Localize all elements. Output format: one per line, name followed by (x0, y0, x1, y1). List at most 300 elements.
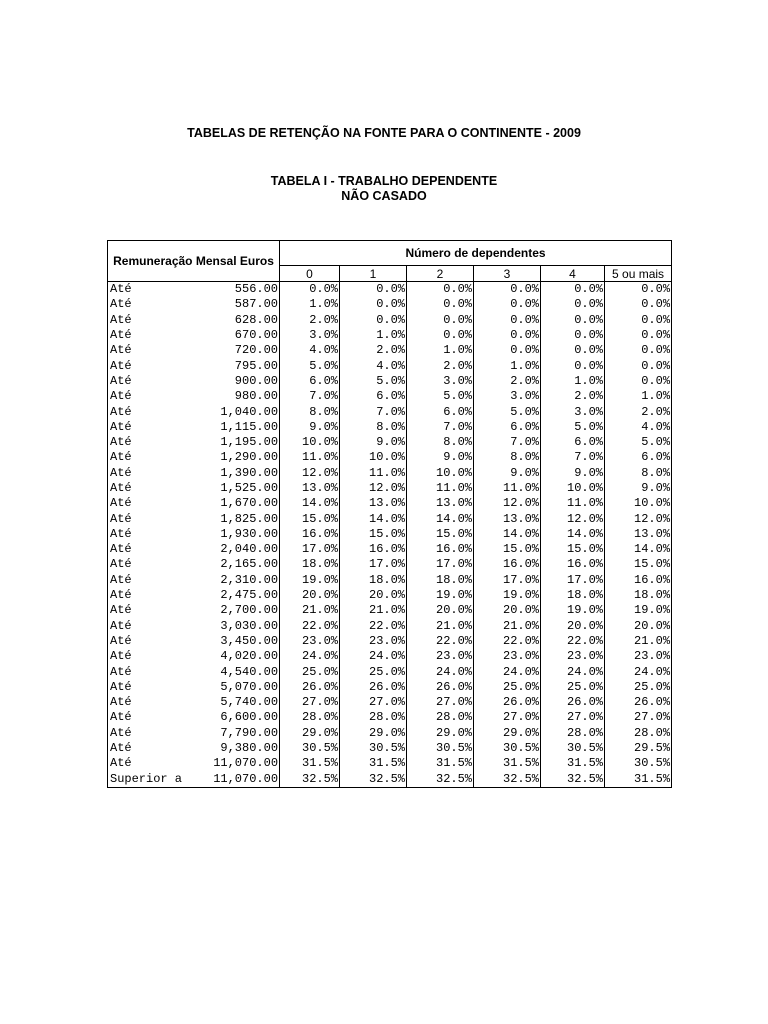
bracket-amount: 11,070.00 (188, 756, 280, 771)
rate-cell: 25.0% (541, 680, 605, 695)
rate-cell: 24.0% (605, 664, 672, 679)
rate-cell: 6.0% (605, 450, 672, 465)
rate-cell: 4.0% (340, 358, 407, 373)
rate-cell: 9.0% (541, 466, 605, 481)
rate-cell: 23.0% (605, 649, 672, 664)
rate-cell: 6.0% (280, 374, 340, 389)
rate-cell: 31.5% (280, 756, 340, 771)
rate-cell: 8.0% (605, 466, 672, 481)
table-row (108, 664, 672, 679)
rate-cell: 19.0% (407, 588, 474, 603)
rate-cell: 0.0% (340, 282, 407, 298)
rate-cell: 0.0% (541, 358, 605, 373)
bracket-label: Até (108, 420, 188, 435)
table-row (108, 389, 672, 404)
rate-cell: 0.0% (605, 343, 672, 358)
bracket-label: Até (108, 450, 188, 465)
rate-cell: 3.0% (407, 374, 474, 389)
bracket-amount: 1,195.00 (188, 435, 280, 450)
bracket-amount: 2,310.00 (188, 573, 280, 588)
bracket-amount: 980.00 (188, 389, 280, 404)
rate-cell: 28.0% (541, 726, 605, 741)
bracket-amount: 9,380.00 (188, 741, 280, 756)
rate-cell: 5.0% (407, 389, 474, 404)
rate-cell: 18.0% (541, 588, 605, 603)
table-row (108, 573, 672, 588)
rate-cell: 30.5% (280, 741, 340, 756)
table-row (108, 756, 672, 771)
rate-cell: 28.0% (280, 710, 340, 725)
dependents-column-header: 1 (340, 266, 407, 282)
bracket-label: Até (108, 466, 188, 481)
rate-cell: 31.5% (407, 756, 474, 771)
table-row (108, 527, 672, 542)
bracket-label: Até (108, 358, 188, 373)
rate-cell: 0.0% (474, 282, 541, 298)
rate-cell: 26.0% (280, 680, 340, 695)
rate-cell: 20.0% (340, 588, 407, 603)
rate-cell: 27.0% (541, 710, 605, 725)
bracket-label: Até (108, 389, 188, 404)
bracket-amount: 670.00 (188, 328, 280, 343)
rate-cell: 32.5% (407, 772, 474, 788)
rate-cell: 5.0% (605, 435, 672, 450)
bracket-label: Até (108, 726, 188, 741)
rate-cell: 26.0% (340, 680, 407, 695)
table-row (108, 542, 672, 557)
bracket-label: Superior a (108, 772, 188, 788)
table-row (108, 511, 672, 526)
bracket-amount: 6,600.00 (188, 710, 280, 725)
bracket-label: Até (108, 496, 188, 511)
bracket-amount: 4,540.00 (188, 664, 280, 679)
rate-cell: 5.0% (340, 374, 407, 389)
table-row (108, 634, 672, 649)
rate-cell: 24.0% (340, 649, 407, 664)
rate-cell: 0.0% (605, 328, 672, 343)
rate-cell: 30.5% (340, 741, 407, 756)
rate-cell: 3.0% (474, 389, 541, 404)
rate-cell: 24.0% (407, 664, 474, 679)
rate-cell: 11.0% (280, 450, 340, 465)
dependents-column-header: 4 (541, 266, 605, 282)
rate-cell: 14.0% (474, 527, 541, 542)
rate-cell: 18.0% (407, 573, 474, 588)
rate-cell: 10.0% (541, 481, 605, 496)
rate-cell: 10.0% (605, 496, 672, 511)
bracket-label: Até (108, 649, 188, 664)
rate-cell: 15.0% (474, 542, 541, 557)
rate-cell: 2.0% (280, 313, 340, 328)
rate-cell: 0.0% (541, 343, 605, 358)
rate-cell: 21.0% (474, 619, 541, 634)
rate-cell: 0.0% (541, 328, 605, 343)
rate-cell: 23.0% (541, 649, 605, 664)
table-row (108, 680, 672, 695)
rate-cell: 8.0% (340, 420, 407, 435)
bracket-amount: 720.00 (188, 343, 280, 358)
bracket-label: Até (108, 741, 188, 756)
rate-cell: 29.0% (407, 726, 474, 741)
rate-cell: 2.0% (541, 389, 605, 404)
rate-cell: 16.0% (541, 557, 605, 572)
bracket-amount: 4,020.00 (188, 649, 280, 664)
bracket-amount: 3,030.00 (188, 619, 280, 634)
rate-cell: 15.0% (407, 527, 474, 542)
rate-cell: 14.0% (340, 511, 407, 526)
table-row (108, 619, 672, 634)
rate-cell: 20.0% (280, 588, 340, 603)
rate-cell: 21.0% (340, 603, 407, 618)
rate-cell: 32.5% (340, 772, 407, 788)
rate-cell: 31.5% (541, 756, 605, 771)
bracket-label: Até (108, 634, 188, 649)
bracket-amount: 900.00 (188, 374, 280, 389)
rate-cell: 1.0% (340, 328, 407, 343)
bracket-label: Até (108, 527, 188, 542)
rate-cell: 6.0% (407, 404, 474, 419)
bracket-label: Até (108, 511, 188, 526)
rate-cell: 0.0% (474, 297, 541, 312)
bracket-label: Até (108, 664, 188, 679)
bracket-amount: 1,670.00 (188, 496, 280, 511)
rate-cell: 26.0% (407, 680, 474, 695)
rate-cell: 0.0% (605, 313, 672, 328)
rate-cell: 9.0% (340, 435, 407, 450)
bracket-amount: 2,475.00 (188, 588, 280, 603)
rate-cell: 20.0% (407, 603, 474, 618)
rate-cell: 19.0% (541, 603, 605, 618)
rate-cell: 5.0% (541, 420, 605, 435)
bracket-label: Até (108, 756, 188, 771)
rate-cell: 4.0% (280, 343, 340, 358)
bracket-amount: 1,115.00 (188, 420, 280, 435)
rate-cell: 13.0% (280, 481, 340, 496)
rate-cell: 4.0% (605, 420, 672, 435)
rate-cell: 30.5% (474, 741, 541, 756)
rate-cell: 8.0% (280, 404, 340, 419)
rate-cell: 11.0% (340, 466, 407, 481)
bracket-amount: 5,740.00 (188, 695, 280, 710)
table-row (108, 726, 672, 741)
rate-cell: 21.0% (407, 619, 474, 634)
rate-cell: 16.0% (474, 557, 541, 572)
rate-cell: 20.0% (605, 619, 672, 634)
rate-cell: 24.0% (541, 664, 605, 679)
rate-cell: 2.0% (474, 374, 541, 389)
rate-cell: 0.0% (340, 297, 407, 312)
bracket-label: Até (108, 297, 188, 312)
rate-cell: 23.0% (340, 634, 407, 649)
rate-cell: 0.0% (407, 328, 474, 343)
rate-cell: 12.0% (280, 466, 340, 481)
bracket-amount: 587.00 (188, 297, 280, 312)
rate-cell: 30.5% (605, 756, 672, 771)
rate-cell: 0.0% (474, 313, 541, 328)
bracket-label: Até (108, 328, 188, 343)
rate-cell: 5.0% (280, 358, 340, 373)
rate-cell: 13.0% (474, 511, 541, 526)
rate-cell: 12.0% (605, 511, 672, 526)
table-row (108, 481, 672, 496)
rate-cell: 26.0% (474, 695, 541, 710)
rate-cell: 10.0% (280, 435, 340, 450)
rate-cell: 27.0% (474, 710, 541, 725)
rate-cell: 1.0% (541, 374, 605, 389)
bracket-amount: 1,390.00 (188, 466, 280, 481)
rate-cell: 3.0% (280, 328, 340, 343)
rate-cell: 17.0% (280, 542, 340, 557)
rate-cell: 12.0% (541, 511, 605, 526)
rate-cell: 1.0% (280, 297, 340, 312)
table-row (108, 358, 672, 373)
rate-cell: 3.0% (541, 404, 605, 419)
rate-cell: 31.5% (474, 756, 541, 771)
bracket-amount: 5,070.00 (188, 680, 280, 695)
bracket-amount: 1,290.00 (188, 450, 280, 465)
table-title: TABELA I - TRABALHO DEPENDENTE (270, 174, 498, 188)
dependents-column-header: 3 (474, 266, 541, 282)
rate-cell: 28.0% (340, 710, 407, 725)
rate-cell: 29.5% (605, 741, 672, 756)
rate-cell: 7.0% (280, 389, 340, 404)
rate-cell: 0.0% (407, 313, 474, 328)
table-row (108, 772, 672, 788)
dependents-column-header: 2 (407, 266, 474, 282)
rate-cell: 13.0% (605, 527, 672, 542)
rate-cell: 6.0% (474, 420, 541, 435)
rate-cell: 14.0% (605, 542, 672, 557)
rate-cell: 0.0% (541, 313, 605, 328)
rate-cell: 0.0% (474, 328, 541, 343)
bracket-label: Até (108, 313, 188, 328)
bracket-amount: 3,450.00 (188, 634, 280, 649)
rate-cell: 15.0% (280, 511, 340, 526)
rate-cell: 11.0% (407, 481, 474, 496)
table-row (108, 297, 672, 312)
bracket-amount: 1,825.00 (188, 511, 280, 526)
table-row (108, 343, 672, 358)
rate-cell: 20.0% (541, 619, 605, 634)
rate-cell: 30.5% (541, 741, 605, 756)
rate-cell: 23.0% (407, 649, 474, 664)
rate-cell: 25.0% (340, 664, 407, 679)
rate-cell: 24.0% (280, 649, 340, 664)
rate-cell: 23.0% (474, 649, 541, 664)
rate-cell: 15.0% (541, 542, 605, 557)
rate-cell: 19.0% (474, 588, 541, 603)
bracket-amount: 1,040.00 (188, 404, 280, 419)
rate-cell: 25.0% (474, 680, 541, 695)
header-dependentes: Número de dependentes (280, 241, 672, 266)
bracket-label: Até (108, 603, 188, 618)
rate-cell: 27.0% (340, 695, 407, 710)
rate-cell: 0.0% (474, 343, 541, 358)
document-title: TABELAS DE RETENÇÃO NA FONTE PARA O CONTINENTE - 2009 (187, 126, 581, 140)
rate-cell: 23.0% (280, 634, 340, 649)
table-row (108, 313, 672, 328)
rate-cell: 14.0% (280, 496, 340, 511)
bracket-label: Até (108, 282, 188, 298)
rate-cell: 6.0% (541, 435, 605, 450)
rate-cell: 26.0% (605, 695, 672, 710)
rate-cell: 0.0% (541, 282, 605, 298)
rate-cell: 0.0% (605, 297, 672, 312)
table-row (108, 603, 672, 618)
rate-cell: 2.0% (340, 343, 407, 358)
rate-cell: 32.5% (541, 772, 605, 788)
rate-cell: 31.5% (340, 756, 407, 771)
rate-cell: 0.0% (407, 282, 474, 298)
table-subtitle: NÃO CASADO (341, 189, 427, 203)
rate-cell: 29.0% (474, 726, 541, 741)
rate-cell: 16.0% (280, 527, 340, 542)
bracket-amount: 7,790.00 (188, 726, 280, 741)
rate-cell: 24.0% (474, 664, 541, 679)
rate-cell: 32.5% (280, 772, 340, 788)
rate-cell: 10.0% (407, 466, 474, 481)
table-row (108, 710, 672, 725)
table-row (108, 450, 672, 465)
rate-cell: 14.0% (407, 511, 474, 526)
rate-cell: 27.0% (605, 710, 672, 725)
rate-cell: 15.0% (605, 557, 672, 572)
table-row (108, 588, 672, 603)
rate-cell: 0.0% (340, 313, 407, 328)
bracket-label: Até (108, 374, 188, 389)
rate-cell: 12.0% (474, 496, 541, 511)
rate-cell: 2.0% (407, 358, 474, 373)
rate-cell: 22.0% (340, 619, 407, 634)
rate-cell: 11.0% (474, 481, 541, 496)
rate-cell: 13.0% (407, 496, 474, 511)
rate-cell: 13.0% (340, 496, 407, 511)
bracket-label: Até (108, 481, 188, 496)
rate-cell: 8.0% (474, 450, 541, 465)
rate-cell: 2.0% (605, 404, 672, 419)
rate-cell: 27.0% (407, 695, 474, 710)
rate-cell: 7.0% (340, 404, 407, 419)
rate-cell: 0.0% (407, 297, 474, 312)
rate-cell: 16.0% (407, 542, 474, 557)
rate-cell: 31.5% (605, 772, 672, 788)
rate-cell: 22.0% (407, 634, 474, 649)
bracket-label: Até (108, 542, 188, 557)
table-row (108, 282, 672, 298)
bracket-label: Até (108, 619, 188, 634)
dependents-column-header: 5 ou mais (605, 266, 672, 282)
rate-cell: 29.0% (280, 726, 340, 741)
rate-cell: 17.0% (474, 573, 541, 588)
rate-cell: 28.0% (605, 726, 672, 741)
rate-cell: 17.0% (541, 573, 605, 588)
rate-cell: 14.0% (541, 527, 605, 542)
rate-cell: 17.0% (340, 557, 407, 572)
rate-cell: 17.0% (407, 557, 474, 572)
table-row (108, 496, 672, 511)
table-row (108, 649, 672, 664)
bracket-label: Até (108, 710, 188, 725)
table-row (108, 420, 672, 435)
rate-cell: 16.0% (340, 542, 407, 557)
bracket-label: Até (108, 557, 188, 572)
rate-cell: 18.0% (280, 557, 340, 572)
rate-cell: 16.0% (605, 573, 672, 588)
bracket-label: Até (108, 680, 188, 695)
table-row (108, 404, 672, 419)
rate-cell: 9.0% (280, 420, 340, 435)
rate-cell: 5.0% (474, 404, 541, 419)
bracket-label: Até (108, 343, 188, 358)
rate-cell: 25.0% (280, 664, 340, 679)
rate-cell: 27.0% (280, 695, 340, 710)
bracket-amount: 628.00 (188, 313, 280, 328)
rate-cell: 11.0% (541, 496, 605, 511)
rate-cell: 19.0% (605, 603, 672, 618)
withholding-table (107, 240, 672, 788)
rate-cell: 22.0% (280, 619, 340, 634)
rate-cell: 25.0% (605, 680, 672, 695)
bracket-amount: 556.00 (188, 282, 280, 298)
bracket-amount: 2,040.00 (188, 542, 280, 557)
rate-cell: 32.5% (474, 772, 541, 788)
bracket-amount: 1,930.00 (188, 527, 280, 542)
rate-cell: 26.0% (541, 695, 605, 710)
rate-cell: 0.0% (605, 358, 672, 373)
bracket-amount: 1,525.00 (188, 481, 280, 496)
rate-cell: 0.0% (605, 282, 672, 298)
table-row (108, 374, 672, 389)
bracket-label: Até (108, 404, 188, 419)
rate-cell: 8.0% (407, 435, 474, 450)
bracket-label: Até (108, 588, 188, 603)
rate-cell: 7.0% (541, 450, 605, 465)
rate-cell: 1.0% (605, 389, 672, 404)
rate-cell: 9.0% (605, 481, 672, 496)
table-row (108, 435, 672, 450)
rate-cell: 9.0% (407, 450, 474, 465)
bracket-amount: 795.00 (188, 358, 280, 373)
table-row (108, 328, 672, 343)
rate-cell: 19.0% (280, 573, 340, 588)
rate-cell: 22.0% (541, 634, 605, 649)
rate-cell: 1.0% (407, 343, 474, 358)
bracket-label: Até (108, 573, 188, 588)
bracket-amount: 11,070.00 (188, 772, 280, 788)
rate-cell: 21.0% (605, 634, 672, 649)
rate-cell: 7.0% (474, 435, 541, 450)
table-row (108, 557, 672, 572)
bracket-label: Até (108, 435, 188, 450)
rate-cell: 20.0% (474, 603, 541, 618)
rate-cell: 0.0% (280, 282, 340, 298)
table-row (108, 695, 672, 710)
table-body (108, 282, 672, 788)
rate-cell: 1.0% (474, 358, 541, 373)
rate-cell: 0.0% (605, 374, 672, 389)
rate-cell: 7.0% (407, 420, 474, 435)
rate-cell: 18.0% (340, 573, 407, 588)
bracket-label: Até (108, 695, 188, 710)
rate-cell: 0.0% (541, 297, 605, 312)
header-remuneracao: Remuneração Mensal Euros (108, 241, 280, 282)
bracket-amount: 2,165.00 (188, 557, 280, 572)
rate-cell: 29.0% (340, 726, 407, 741)
table-row (108, 466, 672, 481)
table-row (108, 741, 672, 756)
dependents-column-header: 0 (280, 266, 340, 282)
rate-cell: 12.0% (340, 481, 407, 496)
